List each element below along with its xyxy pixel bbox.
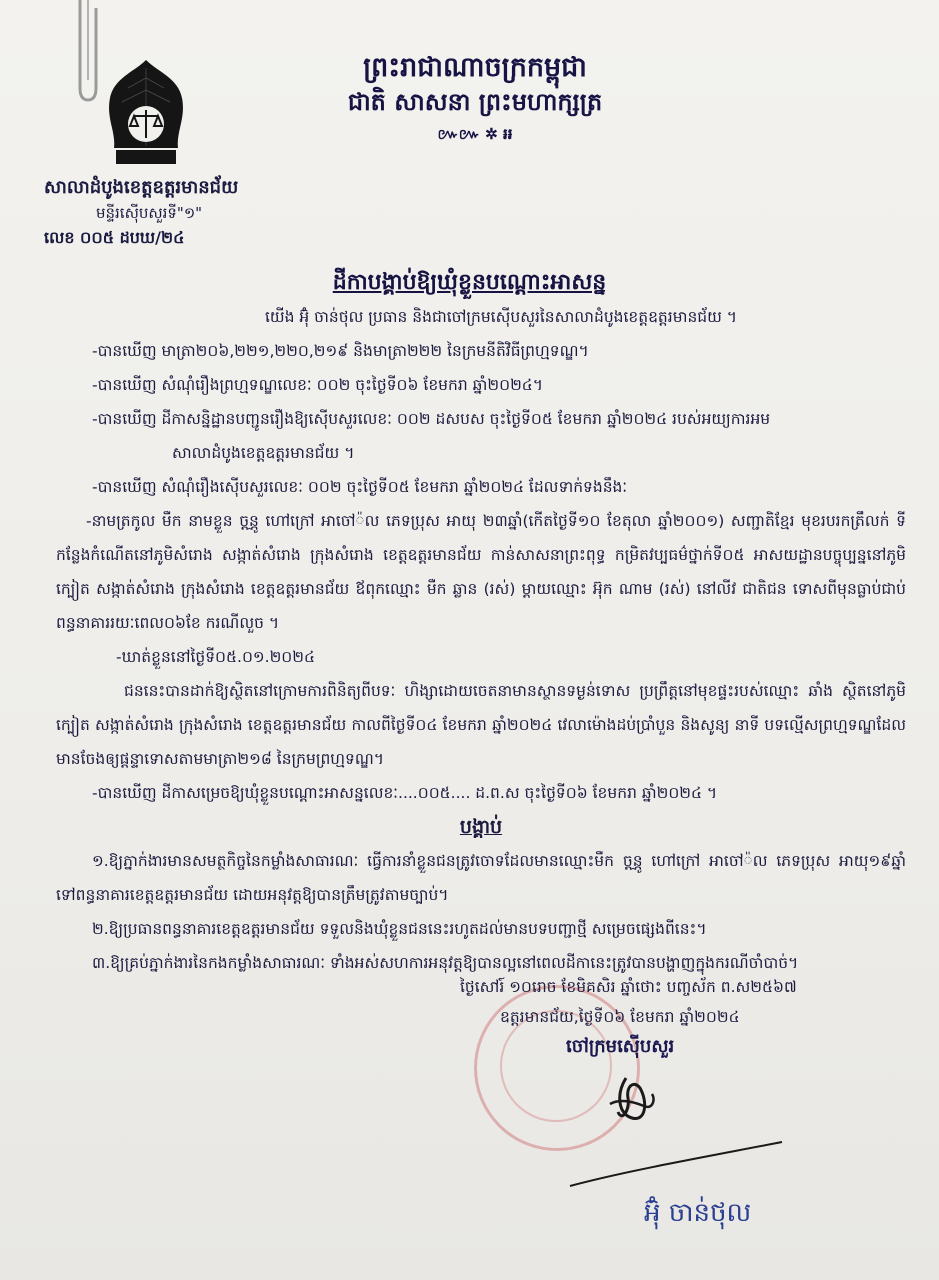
- kingdom-header: [340, 50, 610, 146]
- accused-identity: -នាមត្រកូល មឺក នាមខ្លួន ចន្ណូ ហៅក្រៅ អាចៅ៉ល ភេទប្រុស អាយុ ២៣ឆ្នាំ(កើតថ្ងៃទី១០ ខែតុលា ឆ្នាំ២០០១) សញ្ជាតិខ្មែរ មុខរបរកត្រឹលក់ ទីកន្លែងកំណើតនៅភូមិសំរោង សង្កាត់សំរោង ក្រុងសំរោង ខេត្តឧត្តរមានជ័យ កាន់សាសនាព្រះពុទ្ធ កម្រិតវប្បធម៌ថ្នាក់ទី០៥ អាសយដ្ឋានបច្ចុប្បន្ននៅភូមិក្បៀត សង្កាត់សំរោង ក្រុងសំរោង ខេត្តឧត្តរមានជ័យ ឪពុកឈ្មោះ មឺក ឆ្លាន (រស់) ម្ដាយឈ្មោះ អ៊ុក ណាម (រស់) នៅលីវ ជាតិជន ទោសពីមុនធ្លាប់ជាប់ពន្ធនាគាររយៈពេល០៦ខែ ករណីលួច ។: [56, 512, 906, 632]
- decision-reference: -បានឃើញ ដីកាសម្រេចឱ្យឃុំខ្លួនបណ្ដោះអាសន្នលេខៈ....០០៥.... ដ.ព.ស ចុះថ្ងៃទី០៦ ខែមករា ឆ្នាំ២០២៤ ។: [92, 784, 718, 802]
- court-block: [44, 176, 304, 250]
- consideration-2: -បានឃើញ សំណុំរឿងព្រហ្មទណ្ឌលេខៈ ០០២ ចុះថ្ងៃទី០៦ ខែមករា ឆ្នាំ២០២៤។: [92, 376, 543, 394]
- order-3: ៣.ឱ្យគ្រប់ភ្នាក់ងារនៃកងកម្លាំងសាធារណៈ ទាំងអស់សហការអនុវត្តឱ្យបានល្អនៅពេលដីកានេះត្រូវបានបង្ហាញក្នុងករណីចាំបាច់។: [92, 954, 799, 972]
- court-emblem-icon: [104, 58, 188, 170]
- kingdom-name: ព្រះរាជាណាចក្រកម្ពុជា: [363, 52, 587, 83]
- arrest-date: -ឃាត់ខ្លួននៅថ្ងៃទី០៥.០១.២០២៤: [116, 648, 315, 666]
- paper-clip-icon: [66, 0, 106, 104]
- lunar-date: ថ្ងៃសៅរ៍ ១០រោច ខែមិគសិរ ឆ្នាំថោះ បញ្ចស័ក ព.ស២៥៦៧: [460, 978, 797, 996]
- document-number: លេខ ០០៥ ដបឃ/២៤: [44, 228, 185, 247]
- order-heading: បង្គាប់: [459, 816, 503, 838]
- date-block: [460, 972, 880, 1032]
- consideration-3: -បានឃើញ ដីកាសន្និដ្ឋានបញ្ជូនរឿងឱ្យស៊ើបសួរលេខៈ ០០២ ដសបស ចុះថ្ងៃទី០៥ ខែមករា ឆ្នាំ២០២៤ របស់អយ្យការអម: [92, 410, 771, 428]
- judge-signature: [560, 1058, 790, 1198]
- consideration-4: -បានឃើញ សំណុំរឿងស៊ើបសួរលេខៈ ០០២ ចុះថ្ងៃទី០៥ ខែមករា ឆ្នាំ២០២៤ ដែលទាក់ទងនឹងៈ: [92, 478, 628, 496]
- judge-title: ចៅក្រមស៊ើបសួរ: [566, 1036, 675, 1057]
- order-1: ១.ឱ្យភ្នាក់ងារមានសមត្ថកិច្ចនៃកម្លាំងសាធារណៈ ធ្វើការនាំខ្លួនជនត្រូវចោទដែលមានឈ្មោះមឺក ចន្ណូ ហៅក្រៅ អាចៅ៉ល ភេទប្រុស អាយុ១៩ឆ្នាំ ទៅពន្ធនាគារខេត្តឧត្តរមានជ័យ ដោយអនុវត្តឱ្យបានត្រឹមត្រូវតាមច្បាប់។: [56, 852, 906, 904]
- national-motto: ជាតិ សាសនា ព្រះមហាក្សត្រ: [347, 87, 603, 116]
- document-body: [56, 300, 906, 980]
- order-2: ២.ឱ្យប្រធានពន្ធនាគារខេត្តឧត្តរមានជ័យ ទទួលនិងឃុំខ្លួនជននេះរហូតដល់មានបទបញ្ជាថ្មី សម្រេចផ្សេងពីនេះ។: [92, 920, 707, 938]
- charge-paragraph: ជននេះបានដាក់ឱ្យស្ថិតនៅក្រោមការពិនិត្យពីបទៈ ហិង្សាដោយចេតនាមានស្ថានទម្ងន់ទោស ប្រព្រឹត្តនៅមុខផ្ទះរបស់ឈ្មោះ ឆាំង ស្ថិតនៅភូមិក្បៀត សង្កាត់សំរោង ក្រុងសំរោង ខេត្តឧត្តរមានជ័យ កាលពីថ្ងៃទី០៤ ខែមករា ឆ្នាំ២០២៤ វេលាម៉ោងដប់ប្រាំបួន និងសូន្យ នាទី បទល្មើសព្រហ្មទណ្ឌដែលមានចែងឲ្យផ្ដន្ទាទោសតាមមាត្រា២១៨ នៃក្រមព្រហ្មទណ្ឌ។: [56, 682, 906, 768]
- solar-date: ឧត្តរមានជ័យ,ថ្ងៃទី០៦ ខែមករា ឆ្នាំ២០២៤: [500, 1008, 740, 1026]
- intro-line: យើង អ៊ុំ ចាន់ថុល ប្រធាន និងជាចៅក្រមស៊ើបសួរនៃសាលាដំបូងខេត្តឧត្តរមានជ័យ ។: [264, 308, 738, 326]
- consideration-3-cont: សាលាដំបូងខេត្តឧត្តរមានជ័យ ។: [172, 444, 355, 462]
- header-ornament: ៚៚ ✲ ៛៛: [437, 125, 513, 143]
- consideration-1: -បានឃើញ មាត្រា២០៦,២២១,២២០,២១៩ និងមាត្រា២២២ នៃក្រមនីតិវិធីព្រហ្មទណ្ឌ។: [92, 342, 589, 360]
- judge-name: អ៊ុំ ចាន់ថុល: [644, 1198, 752, 1228]
- document-title: ដីកាបង្គាប់ឱ្យឃុំខ្លួនបណ្ដោះអាសន្ន: [332, 270, 607, 295]
- court-name: សាលាដំបូងខេត្តឧត្តរមានជ័យ: [44, 177, 239, 198]
- court-office: មន្ទីរស៊ើបសួរទី"១": [96, 204, 203, 222]
